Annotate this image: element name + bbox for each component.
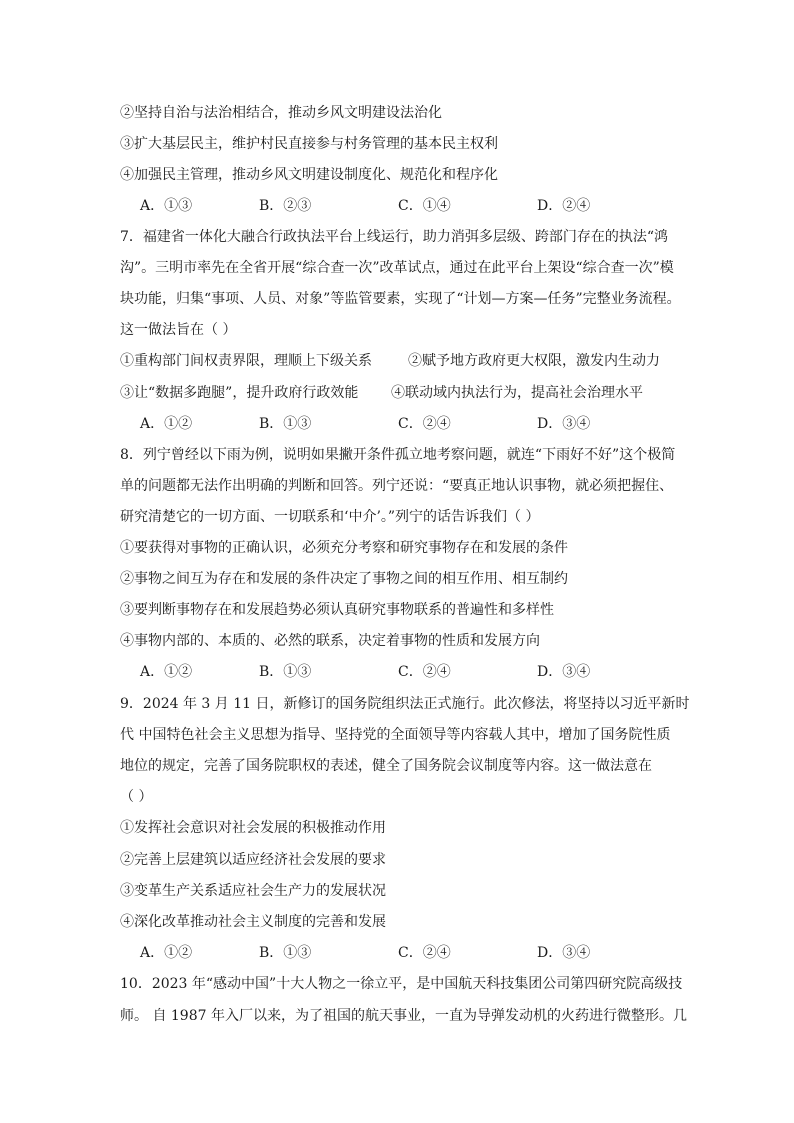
q8-stem-line-2: 单的问题都无法作出明确的判断和回答。列宁还说：“要真正地认识事物，就必须把握住、: [120, 478, 674, 494]
q8-option-2: ②事物之间互为存在和发展的条件决定了事物之间的相互作用、相互制约: [120, 571, 568, 587]
q9-stem-line-2: 代 中国特色社会主义思想为指导、坚持党的全面领导等内容载人其中，增加了国务院性质: [120, 727, 671, 743]
q6-option-3: ③扩大基层民主，维护村民直接参与村务管理的基本民主权利: [120, 136, 498, 152]
q9-stem-line-1: 9．2024 年 3 月 11 日，新修订的国务院组织法正式施行。此次修法，将坚持以习近平新时: [120, 696, 690, 712]
q6-choice-a: A．①③: [140, 198, 193, 214]
q7-stem-line-1: 7．福建省一体化大融合行政执法平台上线运行，助力消弭多层级、跨部门存在的执法“鸿: [120, 229, 669, 245]
q7-choice-a: A．①②: [140, 416, 193, 432]
q9-choice-a: A．①②: [140, 945, 193, 961]
q8-choice-c: C．②④: [398, 664, 451, 680]
q7-stem-line-2: 沟”。三明市率先在全省开展“综合查一次”改革试点，通过在此平台上架设“综合查一次”模: [120, 260, 674, 276]
q6-option-4: ④加强民主管理，推动乡风文明建设制度化、规范化和程序化: [120, 167, 498, 183]
q9-option-3: ③变革生产关系适应社会生产力的发展状况: [120, 883, 386, 899]
q7-option-1: ①重构部门间权责界限，理顺上下级关系: [120, 353, 372, 369]
q7-stem-line-3: 块功能，归集“事项、人员、对象”等监管要素，实现了“计划—方案—任务”完整业务流程。: [120, 291, 681, 307]
q9-stem-line-3: 地位的规定，完善了国务院职权的表述，健全了国务院会议制度等内容。这一做法意在: [120, 758, 652, 774]
q6-choice-c: C．①④: [398, 198, 451, 214]
q10-stem-line-2: 师。 自 1987 年入厂以来，为了祖国的航天事业，一直为导弹发动机的火药进行微整形。几: [120, 1008, 687, 1024]
q8-choice-d: D．③④: [537, 664, 591, 680]
q9-option-4: ④深化改革推动社会主义制度的完善和发展: [120, 914, 386, 930]
q8-choice-a: A．①②: [140, 664, 193, 680]
q6-option-2: ②坚持自治与法治相结合，推动乡风文明建设法治化: [120, 105, 442, 121]
q9-stem-line-4: （ ）: [120, 789, 153, 805]
q9-choice-c: C．②④: [398, 945, 451, 961]
q8-option-4: ④事物内部的、本质的、必然的联系，决定着事物的性质和发展方向: [120, 633, 540, 649]
q10-stem-line-1: 10．2023 年“感动中国”十大人物之一徐立平，是中国航天科技集团公司第四研究院高级技: [120, 976, 683, 992]
q7-option-4: ④联动域内执法行为，提高社会治理水平: [391, 385, 643, 401]
q8-stem-line-1: 8．列宁曾经以下雨为例，说明如果撇开条件孤立地考察问题，就连“下雨好不好”这个极简: [120, 447, 676, 463]
q8-stem-line-3: 研究清楚它的一切方面、一切联系和‘中介’。”列宁的话告诉我们（ ）: [120, 509, 540, 525]
q7-stem-line-4: 这一做法旨在（ ）: [120, 322, 237, 338]
q7-choice-c: C．②④: [398, 416, 451, 432]
q7-option-2: ②赋予地方政府更大权限，激发内生动力: [408, 353, 660, 369]
q9-choice-d: D．③④: [537, 945, 591, 961]
q8-choice-b: B．①③: [259, 664, 312, 680]
q9-option-2: ②完善上层建筑以适应经济社会发展的要求: [120, 852, 386, 868]
q9-choice-b: B．①③: [259, 945, 312, 961]
q8-option-1: ①要获得对事物的正确认识，必须充分考察和研究事物存在和发展的条件: [120, 540, 568, 556]
q9-option-1: ①发挥社会意识对社会发展的积极推动作用: [120, 820, 386, 836]
q6-choice-d: D．②④: [537, 198, 591, 214]
q6-choice-b: B．②③: [259, 198, 312, 214]
q7-choice-b: B．①③: [259, 416, 312, 432]
q7-choice-d: D．③④: [537, 416, 591, 432]
q8-option-3: ③要判断事物存在和发展趋势必须认真研究事物联系的普遍性和多样性: [120, 602, 554, 618]
q7-option-3: ③让“数据多跑腿”，提升政府行政效能: [120, 385, 359, 401]
